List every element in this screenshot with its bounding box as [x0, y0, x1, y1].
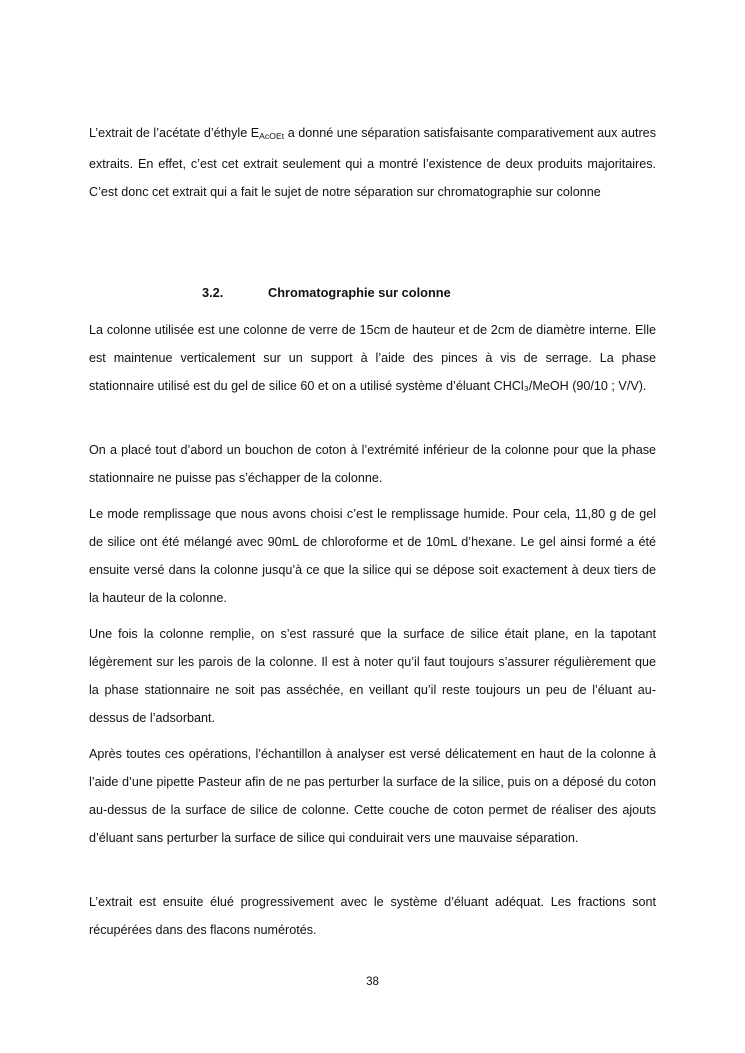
paragraph-cotton-plug: On a placé tout d’abord un bouchon de coton à l’extrémité inférieur de la colonne pour que la phase stationnaire ne puisse pas s’échapper de la colonne. — [89, 443, 656, 485]
intro-text-part1: L’extrait de l’acétate d’éthyle E — [89, 126, 260, 140]
page-number: 38 — [366, 976, 379, 988]
paragraph-column-description: La colonne utilisée est une colonne de verre de 15cm de hauteur et de 2cm de diamètre interne. Elle est maintenue verticalement sur un support à l’aide des pinces à vis de serrage. La phase stationnaire utilisé est du gel de silice 60 et on a utilisé système d’éluant CHCl₃/MeOH (90/10 ; V/V). — [89, 323, 656, 393]
section-number: 3.2. — [202, 285, 224, 300]
intro-text-part2: a donné une séparation satisfaisante comparativement aux autres extraits. En effet, c’est cet extrait seulement qui a montré l’existence de deux produits majoritaires. C’est donc cet extrait qui a fait le sujet de notre séparation sur chromatographie sur colonne — [89, 126, 656, 199]
paragraph-elution: L’extrait est ensuite élué progressivement avec le système d’éluant adéquat. Les fractions sont récupérées dans des flacons numérotés. — [89, 895, 656, 937]
section-heading — [0, 281, 745, 305]
paragraph-wet-packing: Le mode remplissage que nous avons choisi c’est le remplissage humide. Pour cela, 11,80 g de gel de silice ont été mélangé avec 90mL de chloroforme et de 10mL d’hexane. Le gel ainsi formé a été ensuite versé dans la colonne jusqu’à ce que la silice qui se dépose soit exactement à deux tiers de la hauteur de la colonne. — [89, 507, 656, 605]
paragraph-column-filled: Une fois la colonne remplie, on s’est rassuré que la surface de silice était plane, en la tapotant légèrement sur les parois de la colonne. Il est à noter qu’il faut toujours s’assurer régulièrement que la phase stationnaire ne soit pas asséchée, en veillant qu’il reste toujours un peu de l’éluant au-dessus de l’adsorbant. — [89, 627, 656, 725]
intro-paragraph — [89, 119, 656, 206]
section-title: Chromatographie sur colonne — [268, 285, 451, 300]
intro-subscript: AcOEt — [259, 131, 285, 141]
paragraph-sample-loading: Après toutes ces opérations, l’échantillon à analyser est versé délicatement en haut de la colonne à l’aide d’une pipette Pasteur afin de ne pas perturber la surface de la silice, puis on a déposé du coton au-dessus de la surface de silice de colonne. Cette couche de coton permet de réaliser des ajouts d’éluant sans perturber la surface de silice qui conduirait vers une mauvaise séparation. — [89, 747, 656, 845]
